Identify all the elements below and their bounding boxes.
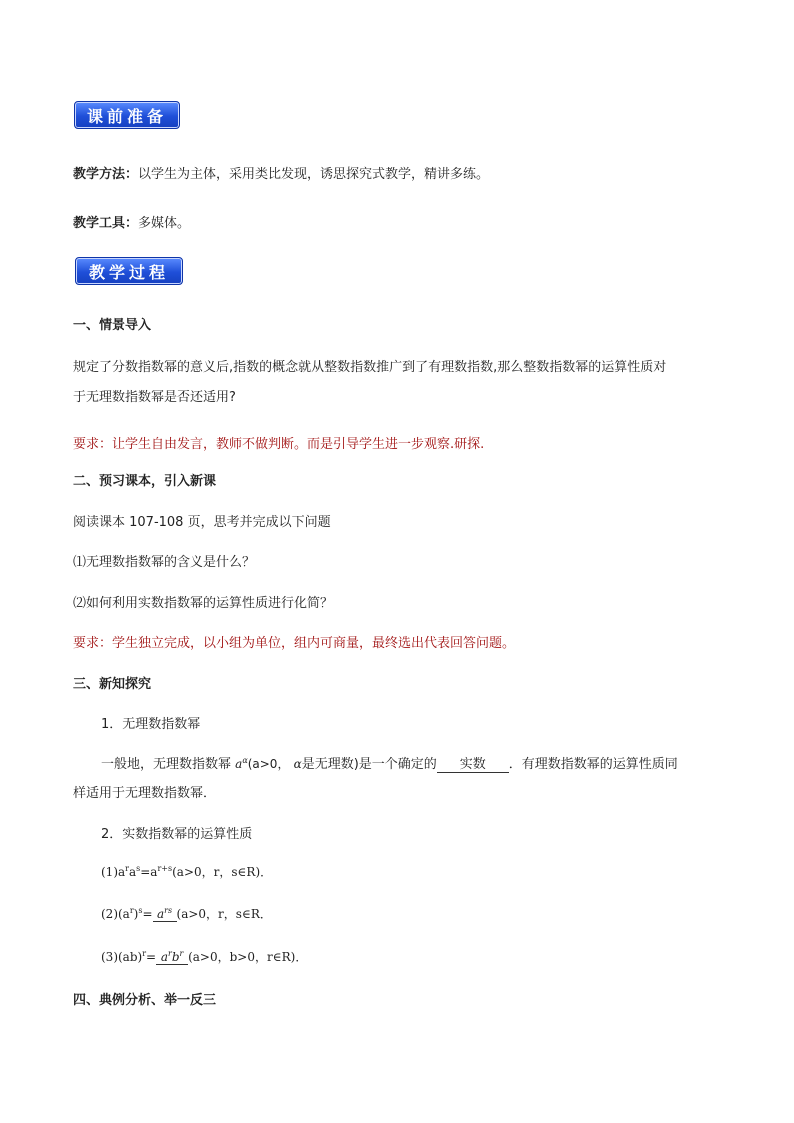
rule2-sup-r: r — [129, 906, 134, 915]
def-text-c: ．有理数指数幂的运算性质同 — [508, 757, 678, 772]
def-expr — [235, 757, 248, 771]
answer-blank-rule2 — [153, 906, 177, 922]
heading-part3: 三、新知探究 — [73, 677, 152, 692]
banner-label: 教学过程 — [88, 262, 169, 282]
question-1: ⑴无理数指数幂的含义是什么？ — [73, 555, 256, 570]
definition-line1 — [101, 753, 678, 773]
tool-label: 教学工具： — [73, 216, 139, 231]
section-banner-prep — [74, 101, 180, 129]
requirement-part2: 要求：学生独立完成，以小组为单位，组内可商量，最终选出代表回答问题。 — [73, 636, 516, 651]
rule1-cond: (a>0，r，s∈R)． — [172, 865, 273, 879]
requirement-part1: 要求：让学生自由发言，教师不做判断。而是引导学生进一步观察.研探. — [73, 437, 485, 452]
rule2-start: (2)(a — [101, 907, 130, 921]
answer-blank-rule3 — [156, 949, 188, 965]
heading-part4: 四、典例分析、举一反三 — [73, 993, 217, 1008]
subheading-real-power-rules: 2．实数指数幂的运算性质 — [101, 827, 253, 842]
rule3-cond: (a>0，b>0，r∈R)． — [188, 950, 308, 964]
rule-3 — [101, 948, 307, 965]
reading-instruction: 阅读课本 107-108 页，思考并完成以下问题 — [73, 515, 331, 530]
rule2-answer-sup: rs — [164, 906, 173, 915]
rule3-answer-a: a — [160, 950, 168, 964]
def-text-b: 是无理数)是一个确定的 — [301, 757, 437, 772]
rule3-answer-sup-b: r — [179, 949, 184, 958]
method-text: 以学生为主体，采用类比发现，诱思探究式教学，精讲多练。 — [138, 167, 490, 182]
teaching-method-line — [73, 163, 489, 182]
rule1-sup-s: s — [136, 864, 141, 873]
subheading-irrational-power: 1．无理数指数幂 — [101, 717, 201, 732]
rule2-sup-s: s — [138, 906, 143, 915]
def-cond: (a>0， — [247, 757, 290, 771]
section-banner-process — [75, 257, 183, 285]
def-text-a: 一般地，无理数指数幂 — [101, 757, 232, 772]
rule3-sup-r: r — [142, 949, 147, 958]
heading-part2: 二、预习课本，引入新课 — [73, 474, 217, 489]
rule1-sup-r: r — [125, 864, 129, 873]
heading-part1: 一、情景导入 — [73, 318, 152, 333]
rule1-eq: =a — [140, 865, 158, 879]
def-alpha: α — [293, 757, 302, 771]
rule2-answer-base: a — [156, 907, 165, 921]
question-2: ⑵如何利用实数指数幂的运算性质进行化简？ — [73, 596, 334, 611]
intro-paragraph-line2: 于无理数指数幂是否还适用? — [73, 390, 236, 405]
rule-2 — [101, 905, 272, 922]
banner-label: 课前准备 — [86, 106, 167, 126]
rule3-start: (3)(ab) — [101, 950, 143, 964]
rule-1 — [101, 863, 272, 880]
def-base: a — [235, 757, 243, 771]
method-label: 教学方法： — [73, 167, 139, 182]
rule3-answer-sup-a: r — [168, 949, 172, 958]
rule2-cond: (a>0，r，s∈R． — [176, 907, 272, 921]
rule3-eq: = — [146, 950, 157, 964]
rule1-sup-sum: r+s — [157, 864, 173, 873]
rule2-eq: = — [142, 907, 153, 921]
intro-paragraph-line1: 规定了分数指数幂的意义后,指数的概念就从整数指数推广到了有理数指数,那么整数指数幂的运算性质对 — [73, 360, 667, 375]
answer-blank-real-number: 实数 — [437, 753, 509, 773]
teaching-tool-line — [73, 212, 190, 231]
rule1-start: (1)a — [101, 865, 126, 879]
tool-text: 多媒体。 — [138, 216, 191, 231]
rule1-mid: a — [128, 865, 137, 879]
rule2-mid: ) — [133, 907, 139, 921]
definition-line2: 样适用于无理数指数幂． — [73, 786, 217, 801]
rule3-answer-b: b — [171, 950, 180, 964]
def-exponent: α — [242, 756, 248, 765]
